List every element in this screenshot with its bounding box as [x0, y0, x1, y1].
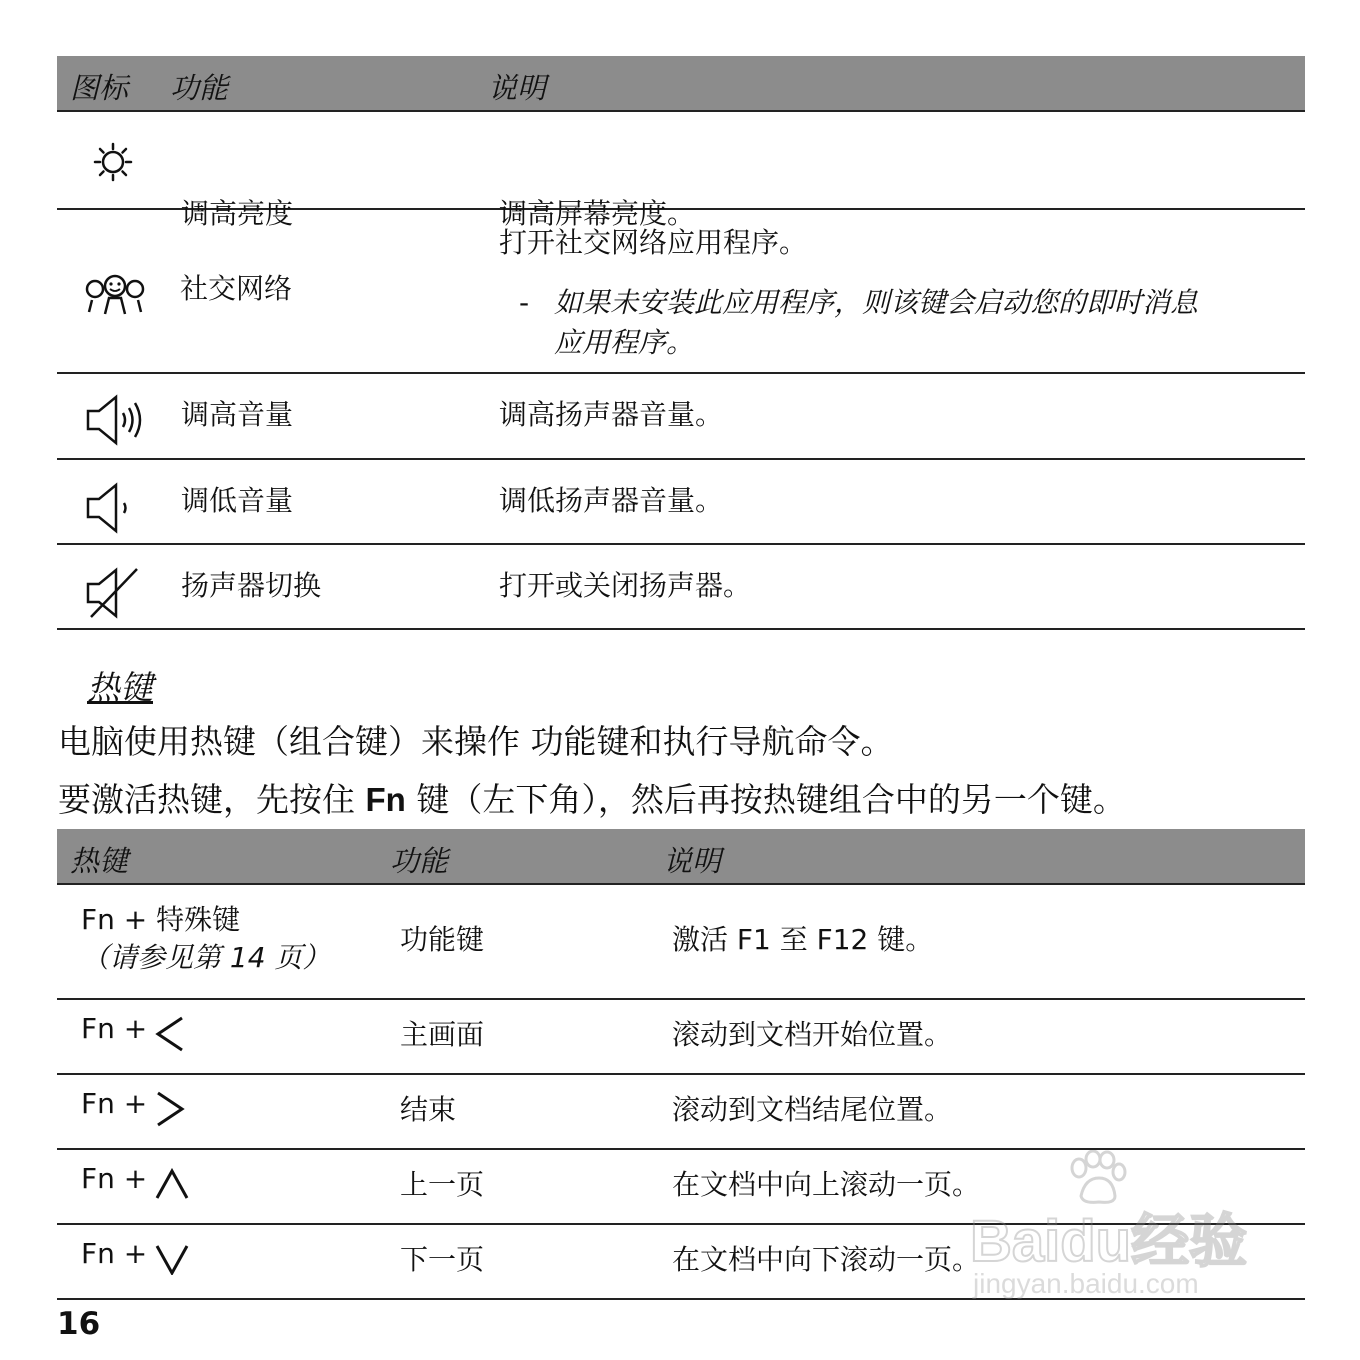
- speaker-mute-icon: [85, 565, 141, 621]
- header-function: 功能: [390, 844, 449, 878]
- caret-down-icon: [154, 1243, 190, 1275]
- table-header: [57, 829, 1305, 885]
- header-description: 说明: [663, 844, 722, 878]
- row-function: 调高亮度: [181, 197, 294, 230]
- greater-than-icon: [154, 1089, 186, 1129]
- instruction-text: 要激活热键，先按住: [58, 780, 366, 819]
- table-row: [57, 210, 1305, 374]
- row-function: 功能键: [400, 923, 485, 956]
- table-row: [57, 460, 1305, 545]
- brightness-up-icon: [93, 142, 133, 182]
- table-row: [57, 885, 1305, 1000]
- watermark-logo-text: Baidu经验: [970, 1209, 1248, 1274]
- row-function: 下一页: [400, 1243, 485, 1276]
- row-description: 调低扬声器音量。: [499, 484, 724, 517]
- note-dash: -: [519, 286, 530, 319]
- row-description: 在文档中向下滚动一页。: [672, 1243, 981, 1276]
- intro-paragraph: 电脑使用热键（组合键）来操作 功能键和执行导航命令。: [58, 722, 894, 761]
- row-description: 调高屏幕亮度。: [499, 197, 696, 230]
- less-than-icon: [154, 1014, 186, 1054]
- table-row: [57, 112, 1305, 230]
- row-description: 滚动到文档结尾位置。: [672, 1093, 953, 1126]
- header-function: 功能: [170, 71, 229, 105]
- header-hotkey: 热键: [70, 844, 129, 878]
- hotkey-combo: Fn + 特殊键: [81, 903, 241, 936]
- table-row: [57, 545, 1305, 630]
- row-function: 主画面: [400, 1018, 485, 1051]
- row-description: 调高扬声器音量。: [499, 398, 724, 431]
- baidu-watermark: [965, 1150, 1285, 1310]
- row-description: 激活 F1 至 F12 键。: [672, 923, 934, 956]
- hotkey-combo: Fn +: [81, 1087, 148, 1120]
- table-row: [57, 1000, 1305, 1075]
- row-description: 在文档中向上滚动一页。: [672, 1168, 981, 1201]
- row-description: 打开社交网络应用程序。: [499, 226, 808, 259]
- table-row: [57, 374, 1305, 460]
- table-header: [57, 56, 1305, 112]
- header-icon: 图标: [70, 71, 129, 105]
- fn-key-label: Fn: [365, 781, 406, 818]
- row-function: 调高音量: [181, 398, 294, 431]
- hotkey-combo: Fn +: [81, 1237, 148, 1270]
- section-heading: 热键: [87, 668, 153, 707]
- header-description: 说明: [488, 71, 547, 105]
- row-function: 社交网络: [180, 272, 293, 305]
- row-function: 扬声器切换: [181, 569, 322, 602]
- volume-up-icon: [85, 394, 147, 446]
- volume-down-icon: [85, 482, 137, 534]
- hotkey-combo: Fn +: [81, 1012, 148, 1045]
- social-network-icon: [83, 272, 147, 316]
- row-description: 打开或关闭扬声器。: [499, 569, 752, 602]
- row-function: 上一页: [400, 1168, 485, 1201]
- hotkey-note: （请参见第 14 页）: [81, 941, 331, 974]
- row-function: 调低音量: [181, 484, 294, 517]
- row-note: 如果未安装此应用程序，则该键会启动您的即时消息: [554, 286, 1199, 319]
- hotkey-combo: Fn +: [81, 1162, 148, 1195]
- caret-up-icon: [154, 1168, 190, 1200]
- row-description: 滚动到文档开始位置。: [672, 1018, 953, 1051]
- function-keys-table: [57, 56, 1305, 629]
- instruction-paragraph: [58, 774, 1126, 821]
- watermark-url: jingyan.baidu.com: [973, 1268, 1199, 1299]
- row-function: 结束: [400, 1093, 457, 1126]
- page-number: 16: [57, 1306, 101, 1342]
- table-row: [57, 1075, 1305, 1150]
- row-note: 应用程序。: [554, 326, 695, 359]
- instruction-text: 键（左下角），然后再按热键组合中的另一个键。: [405, 780, 1126, 819]
